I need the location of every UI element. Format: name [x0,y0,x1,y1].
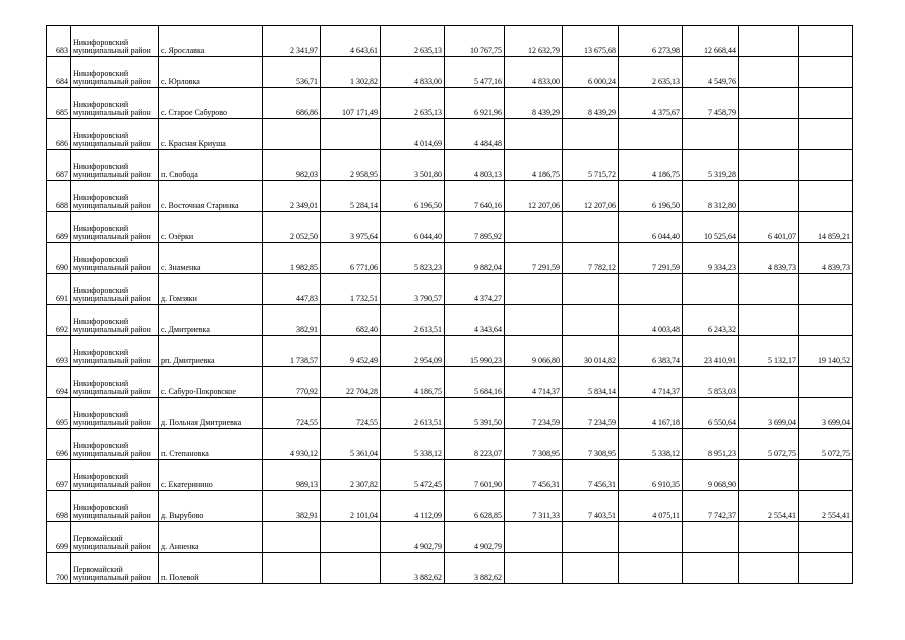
table-body [47,26,853,584]
row-number-cell: 683 [47,26,71,57]
value-cell: 7 291,59 [619,243,683,274]
value-cell: 3 975,64 [321,212,381,243]
value-cell: 30 014,82 [563,336,619,367]
value-cell: 4 833,00 [505,57,563,88]
value-cell: 9 882,04 [445,243,505,274]
district-cell: Никифоровский муниципальный район [71,181,159,212]
value-cell: 6 383,74 [619,336,683,367]
settlement-cell: с. Озёрки [159,212,263,243]
settlement-cell: с. Восточная Старинка [159,181,263,212]
value-cell [739,522,799,553]
value-cell: 6 550,64 [683,398,739,429]
value-cell [563,274,619,305]
value-cell: 5 338,12 [619,429,683,460]
value-cell: 10 525,64 [683,212,739,243]
settlement-cell: п. Полевой [159,553,263,584]
settlement-cell: д. Вырубово [159,491,263,522]
value-cell: 7 456,31 [505,460,563,491]
value-cell: 4 186,75 [619,150,683,181]
value-cell: 4 112,09 [381,491,445,522]
value-cell: 6 921,96 [445,88,505,119]
row-number-cell: 700 [47,553,71,584]
value-cell: 2 635,13 [381,26,445,57]
table-row [47,460,853,491]
value-cell: 7 234,59 [563,398,619,429]
value-cell: 7 458,79 [683,88,739,119]
value-cell: 5 472,45 [381,460,445,491]
settlement-cell: с. Ярославка [159,26,263,57]
value-cell: 4 374,27 [445,274,505,305]
value-cell: 5 684,16 [445,367,505,398]
value-cell: 4 014,69 [381,119,445,150]
value-cell: 7 403,51 [563,491,619,522]
value-cell: 1 982,85 [263,243,321,274]
district-cell: Никифоровский муниципальный район [71,274,159,305]
value-cell: 6 196,50 [619,181,683,212]
table-row [47,367,853,398]
value-cell: 7 782,12 [563,243,619,274]
value-cell: 22 704,28 [321,367,381,398]
value-cell: 9 334,23 [683,243,739,274]
value-cell: 4 186,75 [505,150,563,181]
value-cell: 447,83 [263,274,321,305]
value-cell: 4 803,13 [445,150,505,181]
value-cell [739,460,799,491]
value-cell: 4 075,11 [619,491,683,522]
value-cell: 6 000,24 [563,57,619,88]
value-cell: 7 291,59 [505,243,563,274]
value-cell [799,274,853,305]
district-cell: Никифоровский муниципальный район [71,429,159,460]
value-cell: 7 742,37 [683,491,739,522]
value-cell: 2 052,50 [263,212,321,243]
value-cell: 3 790,57 [381,274,445,305]
row-number-cell: 692 [47,305,71,336]
value-cell: 4 714,37 [619,367,683,398]
value-cell: 9 452,49 [321,336,381,367]
value-cell: 9 068,90 [683,460,739,491]
settlement-cell: д. Гомзяки [159,274,263,305]
value-cell [505,274,563,305]
value-cell: 7 640,16 [445,181,505,212]
value-cell [619,553,683,584]
value-cell: 2 954,09 [381,336,445,367]
value-cell [739,26,799,57]
value-cell [739,119,799,150]
value-cell: 5 853,03 [683,367,739,398]
value-cell: 4 003,48 [619,305,683,336]
value-cell [799,88,853,119]
value-cell: 5 361,04 [321,429,381,460]
value-cell [799,460,853,491]
value-cell: 6 628,85 [445,491,505,522]
district-cell: Никифоровский муниципальный район [71,88,159,119]
value-cell: 8 439,29 [505,88,563,119]
row-number-cell: 686 [47,119,71,150]
value-cell: 1 738,57 [263,336,321,367]
value-cell: 4 839,73 [739,243,799,274]
value-cell: 4 839,73 [799,243,853,274]
value-cell: 989,13 [263,460,321,491]
value-cell: 7 456,31 [563,460,619,491]
value-cell: 682,40 [321,305,381,336]
district-cell: Никифоровский муниципальный район [71,26,159,57]
value-cell: 3 501,80 [381,150,445,181]
value-cell [563,522,619,553]
value-cell: 6 196,50 [381,181,445,212]
value-cell: 5 319,28 [683,150,739,181]
row-number-cell: 688 [47,181,71,212]
value-cell: 3 882,62 [445,553,505,584]
value-cell: 7 234,59 [505,398,563,429]
row-number-cell: 687 [47,150,71,181]
value-cell [799,181,853,212]
table-row [47,26,853,57]
value-cell: 9 066,80 [505,336,563,367]
settlement-cell: д. Анненка [159,522,263,553]
value-cell: 6 044,40 [381,212,445,243]
value-cell [505,212,563,243]
table-row [47,429,853,460]
value-cell: 2 554,41 [739,491,799,522]
value-cell: 2 613,51 [381,305,445,336]
table-row [47,212,853,243]
table-row [47,119,853,150]
value-cell: 2 635,13 [619,57,683,88]
district-cell: Никифоровский муниципальный район [71,150,159,181]
value-cell: 382,91 [263,305,321,336]
row-number-cell: 689 [47,212,71,243]
value-cell: 2 613,51 [381,398,445,429]
value-cell [739,150,799,181]
district-cell: Никифоровский муниципальный район [71,491,159,522]
settlement-cell: рп. Дмитриевка [159,336,263,367]
value-cell: 4 484,48 [445,119,505,150]
row-number-cell: 696 [47,429,71,460]
row-number-cell: 684 [47,57,71,88]
value-cell: 2 958,95 [321,150,381,181]
value-cell: 12 207,06 [505,181,563,212]
row-number-cell: 691 [47,274,71,305]
settlement-cell: п. Степановка [159,429,263,460]
value-cell [563,212,619,243]
value-cell [799,367,853,398]
row-number-cell: 693 [47,336,71,367]
value-cell [563,305,619,336]
value-cell [739,57,799,88]
district-cell: Никифоровский муниципальный район [71,243,159,274]
district-cell: Никифоровский муниципальный район [71,336,159,367]
data-table [46,25,853,584]
value-cell: 770,92 [263,367,321,398]
value-cell [505,119,563,150]
table-row [47,553,853,584]
value-cell [799,57,853,88]
value-cell: 536,71 [263,57,321,88]
value-cell: 8 312,80 [683,181,739,212]
value-cell: 3 699,04 [799,398,853,429]
value-cell [563,553,619,584]
table-row [47,88,853,119]
value-cell [505,522,563,553]
value-cell: 6 771,06 [321,243,381,274]
value-cell: 10 767,75 [445,26,505,57]
district-cell: Никифоровский муниципальный район [71,398,159,429]
value-cell: 6 243,32 [683,305,739,336]
value-cell: 7 311,33 [505,491,563,522]
value-cell: 2 101,04 [321,491,381,522]
row-number-cell: 699 [47,522,71,553]
value-cell: 2 554,41 [799,491,853,522]
table-row [47,243,853,274]
district-cell: Никифоровский муниципальный район [71,460,159,491]
value-cell [683,274,739,305]
row-number-cell: 690 [47,243,71,274]
value-cell: 4 643,61 [321,26,381,57]
table-row [47,522,853,553]
value-cell [799,150,853,181]
value-cell [799,26,853,57]
value-cell: 4 902,79 [445,522,505,553]
value-cell: 5 834,14 [563,367,619,398]
table-row [47,336,853,367]
settlement-cell: с. Дмитриевка [159,305,263,336]
value-cell [505,305,563,336]
value-cell: 4 375,67 [619,88,683,119]
settlement-cell: д. Польная Дмитриевка [159,398,263,429]
table-row [47,491,853,522]
value-cell: 12 207,06 [563,181,619,212]
row-number-cell: 697 [47,460,71,491]
value-cell: 107 171,49 [321,88,381,119]
value-cell [739,181,799,212]
value-cell: 382,91 [263,491,321,522]
value-cell [739,274,799,305]
value-cell: 5 391,50 [445,398,505,429]
value-cell: 6 044,40 [619,212,683,243]
value-cell: 5 715,72 [563,150,619,181]
settlement-cell: с. Старое Сабурово [159,88,263,119]
district-cell: Первомайский муниципальный район [71,522,159,553]
district-cell: Никифоровский муниципальный район [71,305,159,336]
value-cell: 2 307,82 [321,460,381,491]
value-cell: 7 308,95 [563,429,619,460]
value-cell [263,119,321,150]
table-row [47,274,853,305]
value-cell [505,553,563,584]
district-cell: Никифоровский муниципальный район [71,57,159,88]
value-cell: 8 223,07 [445,429,505,460]
district-cell: Никифоровский муниципальный район [71,119,159,150]
value-cell [321,119,381,150]
value-cell: 5 132,17 [739,336,799,367]
value-cell [321,522,381,553]
settlement-cell: с. Красная Криуша [159,119,263,150]
value-cell: 7 895,92 [445,212,505,243]
value-cell: 5 338,12 [381,429,445,460]
settlement-cell: с. Сабуро-Покровское [159,367,263,398]
value-cell: 686,86 [263,88,321,119]
value-cell: 23 410,91 [683,336,739,367]
settlement-cell: с. Екатеринино [159,460,263,491]
value-cell: 1 732,51 [321,274,381,305]
value-cell: 5 823,23 [381,243,445,274]
settlement-cell: с. Знаменка [159,243,263,274]
value-cell: 724,55 [263,398,321,429]
row-number-cell: 695 [47,398,71,429]
value-cell: 2 341,97 [263,26,321,57]
settlement-cell: п. Свобода [159,150,263,181]
row-number-cell: 685 [47,88,71,119]
value-cell: 982,03 [263,150,321,181]
value-cell: 1 302,82 [321,57,381,88]
value-cell [683,522,739,553]
value-cell [799,522,853,553]
value-cell: 12 668,44 [683,26,739,57]
value-cell: 3 882,62 [381,553,445,584]
table-row [47,305,853,336]
value-cell: 4 186,75 [381,367,445,398]
value-cell [619,522,683,553]
value-cell [739,305,799,336]
value-cell [263,522,321,553]
row-number-cell: 694 [47,367,71,398]
value-cell [739,88,799,119]
value-cell: 724,55 [321,398,381,429]
table-row [47,181,853,212]
value-cell: 4 833,00 [381,57,445,88]
value-cell: 6 910,35 [619,460,683,491]
value-cell [619,119,683,150]
value-cell: 4 930,12 [263,429,321,460]
value-cell: 5 284,14 [321,181,381,212]
value-cell: 2 635,13 [381,88,445,119]
value-cell: 8 439,29 [563,88,619,119]
table-row [47,150,853,181]
value-cell [263,553,321,584]
value-cell [683,553,739,584]
value-cell: 3 699,04 [739,398,799,429]
value-cell [683,119,739,150]
value-cell: 13 675,68 [563,26,619,57]
value-cell [619,274,683,305]
district-cell: Никифоровский муниципальный район [71,367,159,398]
value-cell: 7 601,90 [445,460,505,491]
table-row [47,398,853,429]
value-cell: 8 951,23 [683,429,739,460]
value-cell: 4 343,64 [445,305,505,336]
value-cell: 2 349,01 [263,181,321,212]
value-cell: 4 167,18 [619,398,683,429]
value-cell: 5 477,16 [445,57,505,88]
value-cell: 5 072,75 [739,429,799,460]
value-cell: 6 273,98 [619,26,683,57]
value-cell [799,305,853,336]
value-cell: 5 072,75 [799,429,853,460]
value-cell [321,553,381,584]
table-row [47,57,853,88]
value-cell: 19 140,52 [799,336,853,367]
value-cell: 4 714,37 [505,367,563,398]
district-cell: Никифоровский муниципальный район [71,212,159,243]
value-cell: 6 401,07 [739,212,799,243]
value-cell: 14 859,21 [799,212,853,243]
district-cell: Первомайский муниципальный район [71,553,159,584]
row-number-cell: 698 [47,491,71,522]
value-cell: 7 308,95 [505,429,563,460]
value-cell: 15 990,23 [445,336,505,367]
settlement-cell: с. Юрловка [159,57,263,88]
value-cell [799,119,853,150]
value-cell: 4 902,79 [381,522,445,553]
value-cell [799,553,853,584]
value-cell [739,553,799,584]
value-cell [563,119,619,150]
value-cell: 12 632,79 [505,26,563,57]
value-cell: 4 549,76 [683,57,739,88]
value-cell [739,367,799,398]
